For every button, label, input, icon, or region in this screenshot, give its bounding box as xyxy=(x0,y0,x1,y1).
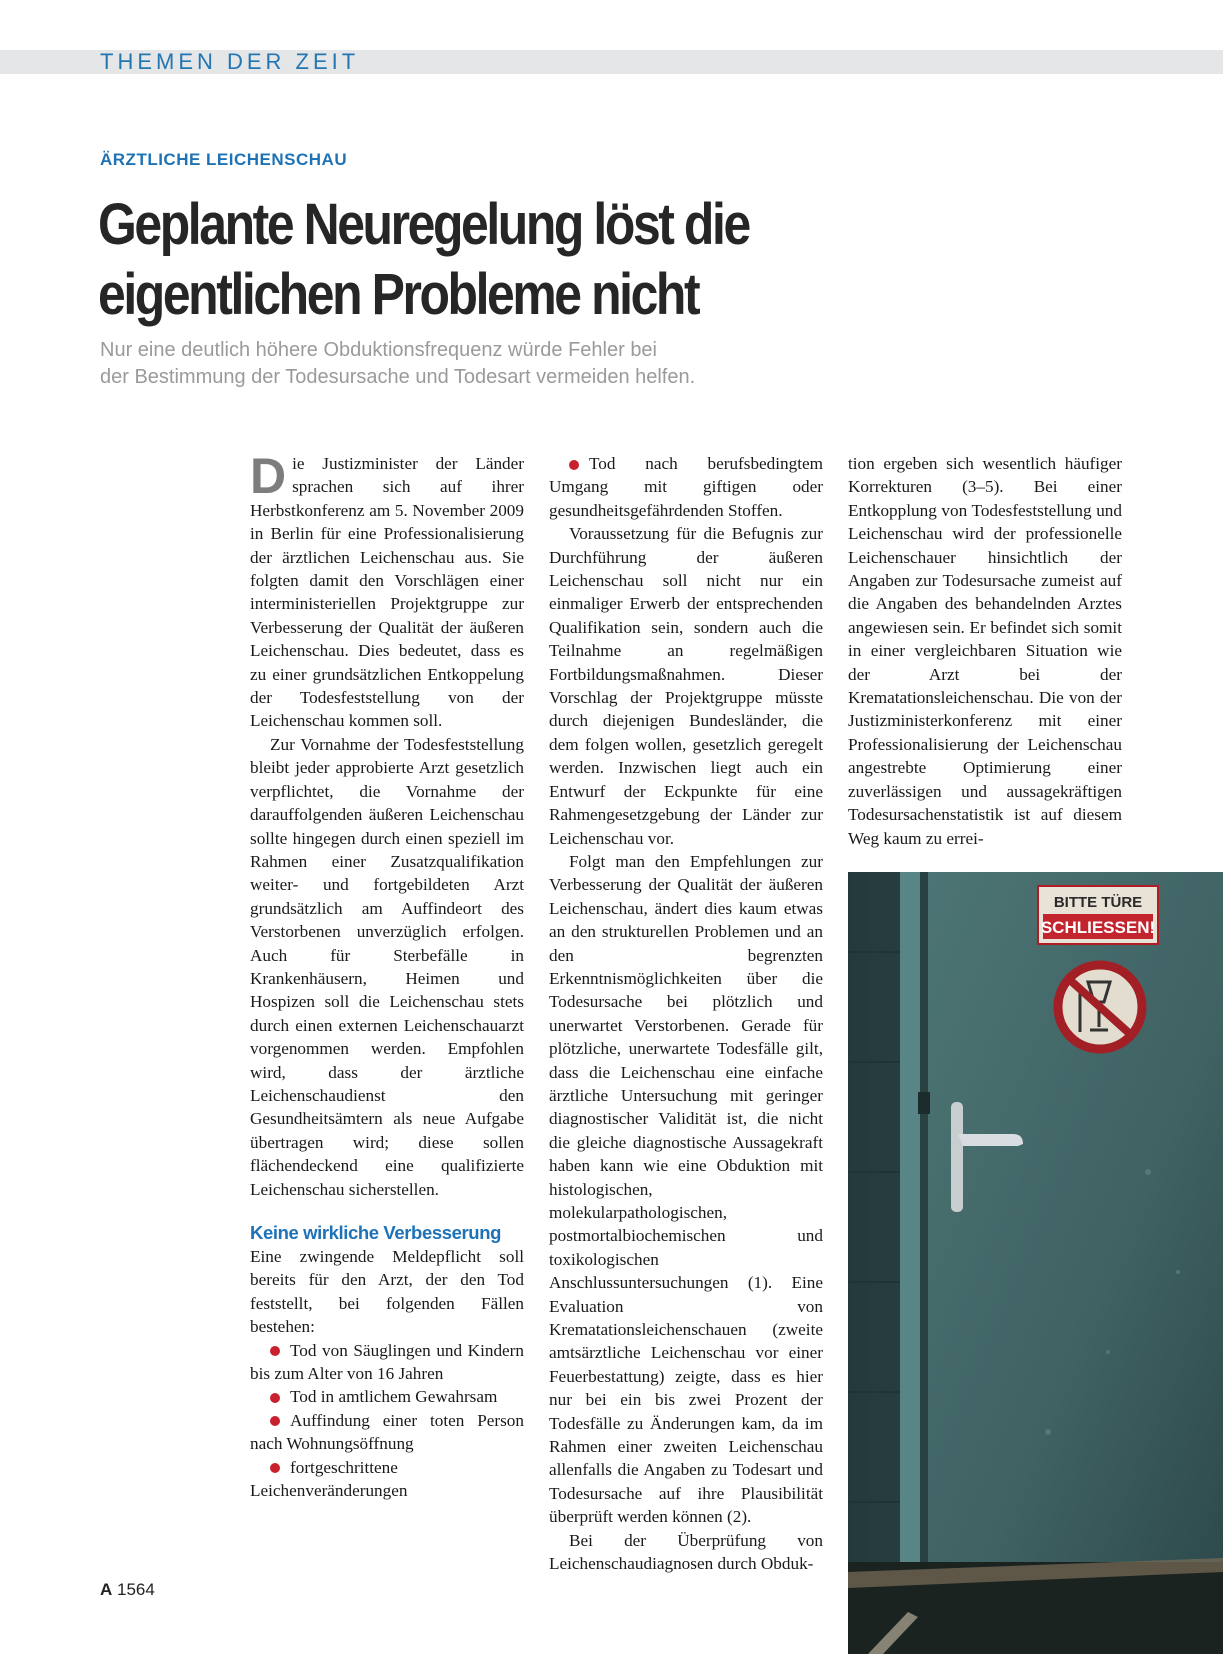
article-kicker: ÄRZTLICHE LEICHENSCHAU xyxy=(100,150,348,169)
paragraph: Zur Vornahme der Todesfeststellung bleibt jeder approbierte Arzt gesetzlich verpflichtet, die Vornahme der darauffolgenden äußeren Leichenschau sollte hingegen durch einen speziell im Rahmen einer Zusatzqualifikation weiter- und fortgebildeten Arzt grundsätzlich am Auffindeort des Verstorbenen unverzüglich erfolgen. Auch für Sterbefälle in Krankenhäusern, Heimen und Hospizen soll die Leichenschau stets durch einen externen Leichenschauarzt vorgenommen werden. Empfohlen wird, dass der ärztliche Leichenschaudienst den Gesundheitsämtern als neue Aufgabe übertragen wird; diese sollen flächendeckend eine qualifizierte Leichenschau sicherstellen. xyxy=(250,734,524,1199)
page-number: A 1564 xyxy=(100,1580,155,1599)
paragraph-text: ie Justizminister der Länder sprachen sich auf ihrer Herbstkonferenz am 5. November 2009 in Berlin für eine Professionalisierung der ärztlichen Leichenschau aus. Sie folgten damit den Vorschlägen einer interministeriellen Projektgruppe zur Verbesserung der Qualität der äußeren Leichenschau. Dies bedeutet, dass es zu einer grundsätzlichen Entkoppelung der Todesfeststellung von der Leichenschau kommen soll. xyxy=(250,454,524,731)
column-2 xyxy=(549,452,823,1576)
paragraph: tion ergeben sich wesentlich häufiger Korrekturen (3–5). Bei einer Entkopplung von Todesfeststellung und Leichenschau wird der professionelle Leichenschauer hinsichtlich der Angaben zur Todesursache zumeist auf die Angaben des behandelnden Arztes angewiesen sein. Er befindet sich somit in einer vergleichbaren Situation wie der Arzt bei der Krematationsleichenschau. Die von der Justizministerkonferenz mit einer Professionalisierung der Leichenschau angestrebte Optimierung einer zuverlässigen und aussagekräftigen Todesursachenstatistik ist auf diesem Weg kaum zu errei- xyxy=(848,454,1122,848)
column-3 xyxy=(848,452,1122,850)
bullet-item: Auffindung einer toten Person nach Wohnungsöffnung xyxy=(250,1410,524,1454)
sign-line-1: BITTE TÜRE xyxy=(1053,894,1143,911)
bullet-item: Tod in amtlichem Gewahrsam xyxy=(250,1385,524,1408)
paragraph: Bei der Überprüfung von Leichenschaudiagnosen durch Obduk- xyxy=(549,1530,823,1574)
bullet-dot-icon xyxy=(569,460,579,470)
article-photo xyxy=(848,872,1223,1654)
door-handle-icon xyxy=(958,1134,1023,1146)
drop-cap: D xyxy=(250,448,287,504)
bullet-dot-icon xyxy=(270,1416,280,1426)
article-subhead xyxy=(100,337,820,391)
bullet-item: Tod von Säuglingen und Kindern bis zum Alter von 16 Jahren xyxy=(250,1340,524,1384)
paragraph xyxy=(250,448,524,733)
bullet-dot-icon xyxy=(270,1463,280,1473)
bullet-dot-icon xyxy=(270,1393,280,1403)
subhead-line-2: der Bestimmung der Todesursache und Todesart vermeiden helfen. xyxy=(100,366,696,388)
bullet-dot-icon xyxy=(270,1346,280,1356)
headline-line-1: Geplante Neuregelung löst die xyxy=(98,192,749,257)
sign-line-2: SCHLIESSEN! xyxy=(1040,918,1156,937)
section-title: THEMEN DER ZEIT xyxy=(100,49,360,74)
paragraph: Folgt man den Empfehlungen zur Verbesserung der Qualität der äußeren Leichenschau, ändert dies kaum etwas an den strukturellen Problemen und an den begrenzten Erkenntnismöglichkeiten über die Todesursache bei plötzlich und unerwartet Verstorbenen. Gerade für plötzliche, unerwartete Todesfälle gilt, dass die Leichenschau eine einfache ärztliche Untersuchung mit geringer diagnostischer Validität ist, die nicht die gleiche diagnostische Aussagekraft haben kann wie eine Obduktion mit histologischen, molekularpathologischen, postmortalbiochemischen und toxikologischen Anschlussuntersuchungen (1). Eine Evaluation von Krematationsleichenschauen (zweite amtsärztliche Leichenschau vor einer Feuerbestattung) zeigte, dass es hier nur bei ein bis zwei Prozent der Todesfälle zu Änderungen kam, da im Rahmen einer zweiten Leichenschau allenfalls die Angaben zu Todesart und Todesursache auf ihre Plausibilität überprüft werden können (2). xyxy=(549,851,823,1527)
subhead-line-1: Nur eine deutlich höhere Obduktionsfrequenz würde Fehler bei xyxy=(100,339,658,361)
door-photo-illustration xyxy=(848,872,1223,1654)
paragraph: Voraussetzung für die Befugnis zur Durchführung der äußeren Leichenschau soll nicht nur ein einmaliger Erwerb der entsprechenden Qualifikation sein, sondern auch die Teilnahme an regelmäßigen Fortbildungsmaßnahmen. Dieser Vorschlag der Projektgruppe müsste durch diejenigen Bundesländer, die dem folgen wollen, gesetzlich geregelt werden. Inzwischen liegt auch ein Entwurf der Eckpunkte für eine Rahmengesetzgebung der Länder zur Leichenschau vor. xyxy=(549,524,823,848)
section-subheading: Keine wirkliche Verbesserung xyxy=(250,1222,501,1243)
door-handle-plate-icon xyxy=(951,1102,963,1212)
article-headline xyxy=(98,190,855,330)
column-1 xyxy=(250,448,524,1502)
paragraph: Eine zwingende Meldepflicht soll bereits für den Arzt, der den Tod feststellt, bei folgenden Fällen bestehen: xyxy=(250,1247,524,1337)
bullet-item: Tod nach berufsbedingtem Umgang mit giftigen oder gesundheitsgefährdenden Stoffen. xyxy=(549,454,823,520)
bullet-item: fortgeschrittene Leichenveränderungen xyxy=(250,1457,408,1501)
headline-line-2: eigentlichen Probleme nicht xyxy=(98,262,699,327)
